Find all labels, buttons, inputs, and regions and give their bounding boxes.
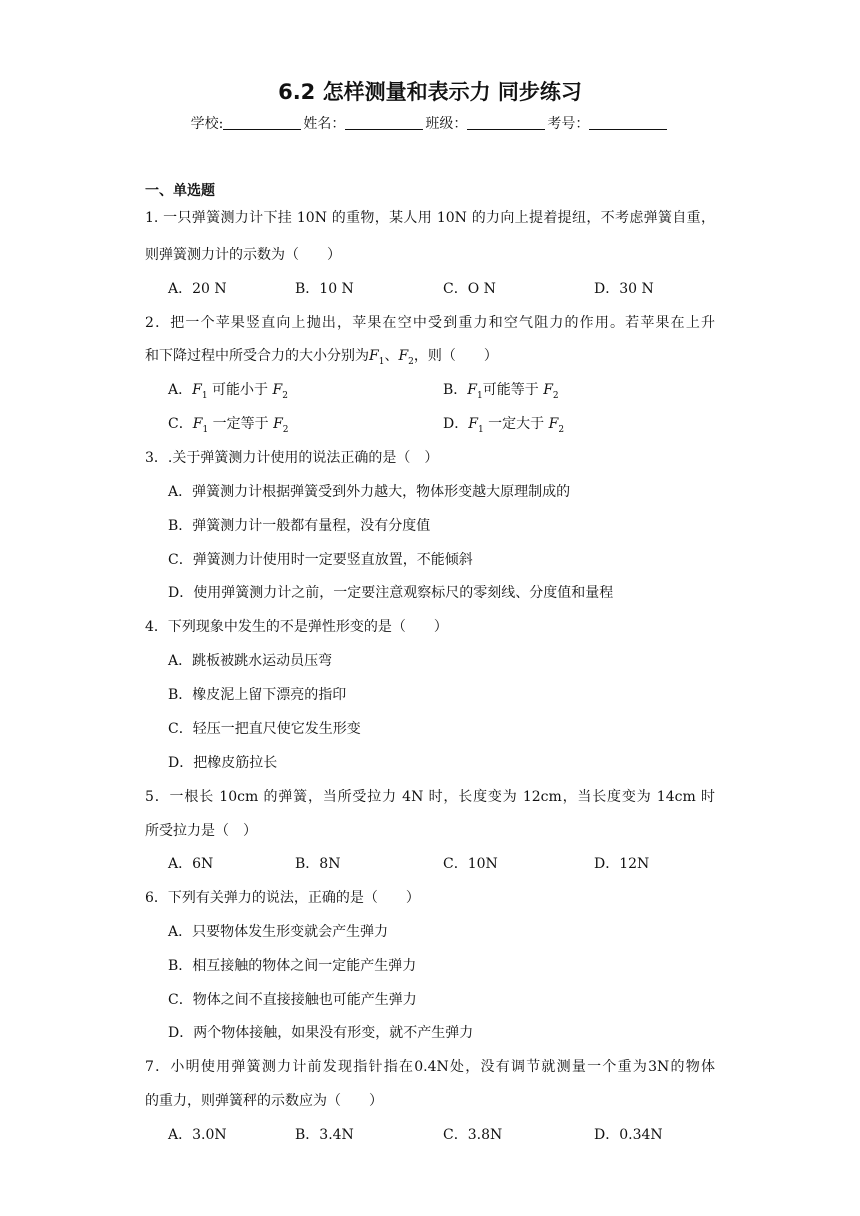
q2-stem-pre: 和下降过程中所受合力的大小分别为: [145, 348, 369, 364]
q6-option-d: D．两个物体接触，如果没有形变，就不产生弹力: [168, 1025, 474, 1041]
q3-stem: 3．.关于弹簧测力计使用的说法正确的是（ ）: [145, 450, 439, 466]
school-label: 学校:: [190, 116, 224, 132]
q7-option-d: D．0.34N: [594, 1127, 663, 1143]
q3-option-d: D．使用弹簧测力计之前，一定要注意观察标尺的零刻线、分度值和量程: [168, 585, 614, 601]
q4-stem: 4．下列现象中发生的不是弹性形变的是（ ）: [145, 619, 448, 635]
q2-f2: F: [398, 348, 409, 364]
exam-no-label: 考号：: [547, 116, 590, 132]
q2-c-f1: F: [192, 416, 203, 432]
q2-option-a: [168, 379, 288, 401]
q1-option-c: C．O N: [443, 281, 496, 297]
q6-option-c: C．物体之间不直接接触也可能产生弹力: [168, 992, 417, 1008]
q2-d-text: 一定大于: [483, 416, 549, 432]
q7-option-a: A．3.0N: [168, 1127, 227, 1143]
q2-d-f1-sub: 1: [477, 424, 484, 435]
q2-a-f2: F: [272, 382, 283, 398]
q3-option-b: B．弹簧测力计一般都有量程，没有分度值: [168, 518, 431, 534]
school-blank: [223, 115, 301, 130]
q2-b-f1-sub: 1: [477, 390, 483, 401]
q5-option-d: D．12N: [594, 856, 650, 872]
q3-option-a: A．弹簧测力计根据弹簧受到外力越大，物体形变越大原理制成的: [168, 484, 571, 500]
q2-d-f2: F: [548, 416, 559, 432]
q2-d-f2-sub: 2: [558, 424, 565, 435]
class-label: 班级：: [425, 116, 468, 132]
q5-option-b: B．8N: [295, 856, 341, 872]
q2-c-f1-sub: 1: [202, 424, 209, 435]
q2-sep: 、: [384, 348, 399, 364]
q1-option-a: A．20 N: [168, 281, 227, 297]
q2-b-text: 可能等于: [482, 382, 544, 398]
q6-option-a: A．只要物体发生形变就会产生弹力: [168, 924, 389, 940]
q2-f1: F: [369, 348, 379, 364]
class-blank: [467, 115, 545, 130]
q3-option-c: C．弹簧测力计使用时一定要竖直放置，不能倾斜: [168, 552, 473, 568]
q2-c-f2: F: [273, 416, 283, 432]
q2-option-d: [443, 413, 564, 435]
q5-option-a: A．6N: [168, 856, 214, 872]
q2-a-label: A．: [168, 382, 193, 398]
q2-c-f2-sub: 2: [282, 424, 289, 435]
exam-no-blank: [589, 115, 667, 130]
q1-stem-line2: 则弹簧测力计的示数为（ ）: [145, 247, 341, 263]
q2-f1-sub: 1: [378, 356, 385, 367]
q2-a-f1: F: [192, 382, 202, 398]
q2-c-text: 一定等于: [208, 416, 274, 432]
q4-option-d: D．把橡皮筋拉长: [168, 755, 278, 771]
q2-stem-line2: [145, 345, 498, 367]
q4-option-c: C．轻压一把直尺使它发生形变: [168, 721, 361, 737]
student-info-line: [0, 113, 860, 133]
q5-option-c: C．10N: [443, 856, 498, 872]
q2-a-f1-sub: 1: [201, 390, 208, 401]
q1-stem-line1: 1. 一只弹簧测力计下挂 10N 的重物，某人用 10N 的力向上提着提纽，不考虑弹簧自重，: [145, 210, 715, 226]
q4-option-b: B．橡皮泥上留下漂亮的指印: [168, 687, 347, 703]
q2-b-f1: F: [467, 382, 478, 398]
section-heading: 一、单选题: [145, 183, 215, 199]
q2-b-label: B．: [443, 382, 468, 398]
q2-a-f2-sub: 2: [282, 390, 288, 401]
name-blank: [345, 115, 423, 130]
q6-option-b: B．相互接触的物体之间一定能产生弹力: [168, 958, 417, 974]
q2-b-f2: F: [543, 382, 553, 398]
q2-a-text: 可能小于: [207, 382, 273, 398]
q5-stem-line2: 所受拉力是（ ）: [145, 823, 257, 839]
q2-stem-line1: 2．把一个苹果竖直向上抛出，苹果在空中受到重力和空气阻力的作用。若苹果在上升: [145, 315, 715, 331]
q2-stem-post: ，则（ ）: [413, 348, 498, 364]
q7-stem-line2: 的重力，则弹簧秤的示数应为（ ）: [145, 1093, 383, 1109]
q2-option-b: [443, 379, 559, 401]
q1-option-b: B．10 N: [295, 281, 354, 297]
q2-b-f2-sub: 2: [552, 390, 559, 401]
page-title: 6.2 怎样测量和表示力 同步练习: [278, 80, 582, 104]
q2-d-label: D．: [443, 416, 469, 432]
q2-d-f1: F: [468, 416, 478, 432]
q7-option-b: B．3.4N: [295, 1127, 354, 1143]
q2-f2-sub: 2: [408, 356, 414, 367]
q4-option-a: A．跳板被跳水运动员压弯: [168, 653, 333, 669]
q1-option-d: D．30 N: [594, 281, 654, 297]
q2-option-c: [168, 413, 289, 435]
q5-stem-line1: 5．一根长 10cm 的弹簧，当所受拉力 4N 时，长度变为 12cm，当长度变为 14cm 时: [145, 789, 715, 805]
q6-stem: 6．下列有关弹力的说法，正确的是（ ）: [145, 890, 420, 906]
q7-stem-line1: 7．小明使用弹簧测力计前发现指针指在0.4N处，没有调节就测量一个重为3N的物体: [145, 1059, 715, 1075]
name-label: 姓名：: [303, 116, 346, 132]
q7-option-c: C．3.8N: [443, 1127, 503, 1143]
q2-c-label: C．: [168, 416, 193, 432]
